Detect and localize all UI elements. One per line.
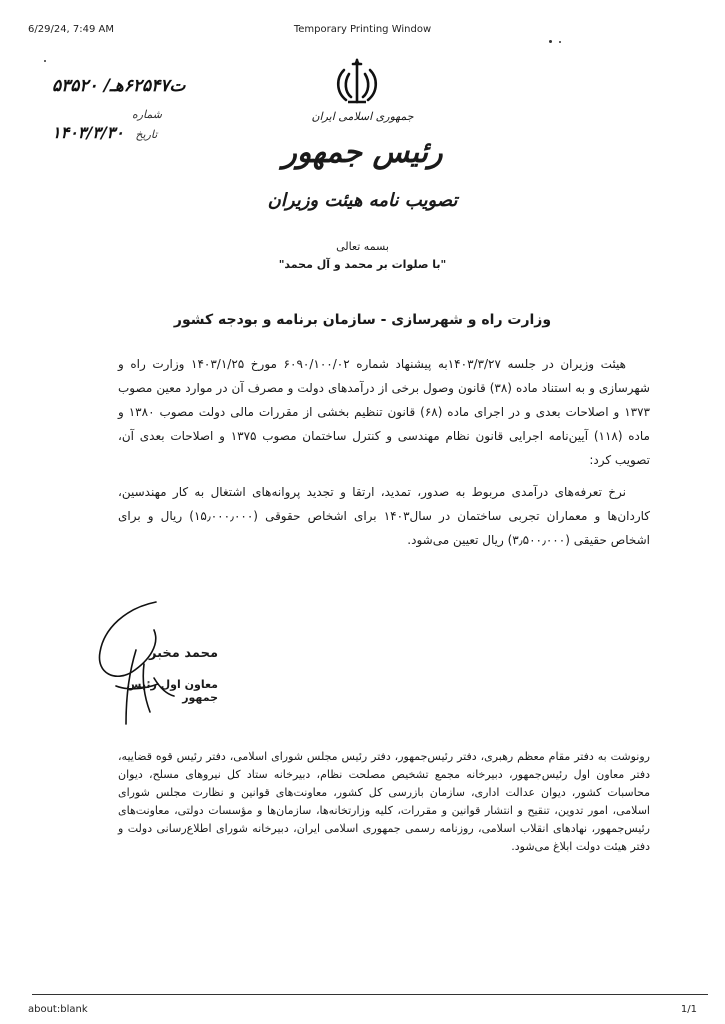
decree-body [118, 352, 650, 560]
letter-date-label: تاریخ [135, 128, 158, 141]
print-datetime: 6/29/24, 7:49 AM [28, 24, 115, 35]
letter-number [52, 76, 252, 96]
print-footer [0, 994, 725, 1024]
letter-number-value: ۵۳۵۲۰ /ت۶۲۵۴۷هـ [52, 76, 186, 96]
addressee: وزارت راه و شهرسازی - سازمان برنامه و بودجه کشور [173, 312, 552, 328]
signatory-title: معاون اول رئیس جمهور [126, 678, 218, 704]
letterhead-country: جمهوری اسلامی ایران [311, 110, 414, 123]
decree-paragraph-2: نرخ تعرفه‌های درآمدی مربوط به صدور، تمدید، ارتقا و تجدید پروانه‌های اشتغال به کار مهندسین، کاردان‌ها و معماران تجربی ساختمان در سال۱۴۰۳ برای اشخاص حقوقی (۱۵٫۰۰۰٫۰۰۰) ریال و برای اشخاص حقیقی (۳٫۵۰۰٫۰۰۰) ریال تعیین می‌شود. [118, 485, 650, 547]
invocation-line1: بسمه تعالی [336, 240, 389, 253]
letterhead-office: رئیس جمهور [282, 135, 443, 170]
letterhead-subtitle: تصویب نامه هیئت وزیران [267, 190, 458, 211]
print-page-number: 1/1 [680, 1004, 697, 1015]
print-window-title: Temporary Printing Window [293, 24, 432, 35]
letter-number-label: شماره [131, 108, 162, 121]
handwritten-signature [86, 594, 186, 730]
invocation-line2: "با صلوات بر محمد و آل محمد" [278, 258, 447, 271]
letter-date [52, 123, 252, 142]
letter-number-label-row [52, 103, 162, 122]
copies-distribution: رونوشت به دفتر مقام معظم رهبری، دفتر رئیس‌جمهور، دفتر رئیس مجلس شورای اسلامی، دفتر رئیس قوه قضاییه، دفتر معاون اول رئیس‌جمهور، دبیرخانه مجمع تشخیص مصلحت نظام، دبیرخانه ستاد کل نیروهای مسلح، دیوان محاسبات کشور، دیوان عدالت اداری، سازمان بازرسی کل کشور، معاونت‌های قوانین و نظارت مجلس شورای اسلامی، امور تدوین، تنقیح و انتشار قوانین و مقررات، کلیه وزارتخانه‌ها، سازمان‌ها و مؤسسات دولتی، معاونت‌های رئیس‌جمهور، نهادهای انقلاب اسلامی، روزنامه رسمی جمهوری اسلامی ایران، دبیرخانه شورای اطلاع‌رسانی دولت و دفتر هیئت دولت ابلاغ می‌شود. [118, 750, 650, 853]
letter-date-value: ۱۴۰۳/۳/۳۰ [52, 123, 124, 142]
print-url: about:blank [28, 1004, 88, 1015]
decree-paragraph-1: هیئت وزیران در جلسه ۱۴۰۳/۳/۲۷به پیشنهاد شماره ۶۰۹۰/۱۰۰/۰۲ مورخ ۱۴۰۳/۱/۲۵ وزارت راه و شهرسازی و به استناد ماده (۳۸) قانون وصول برخی از درآمدهای دولت و مصرف آن در موارد معین مصوب ۱۳۷۳ و اصلاحات بعدی و در اجرای ماده (۶۸) قانون تنظیم بخشی از مقررات مالی دولت مصوب ۱۳۸۰ و ماده (۱۱۸) آیین‌نامه اجرایی قانون نظام مهندسی و کنترل ساختمان مصوب ۱۳۷۵ و اصلاحات بعدی آن، تصویب کرد: [118, 357, 650, 467]
iran-emblem-icon [334, 56, 380, 106]
signatory-name: محمد مخبر [149, 646, 218, 661]
